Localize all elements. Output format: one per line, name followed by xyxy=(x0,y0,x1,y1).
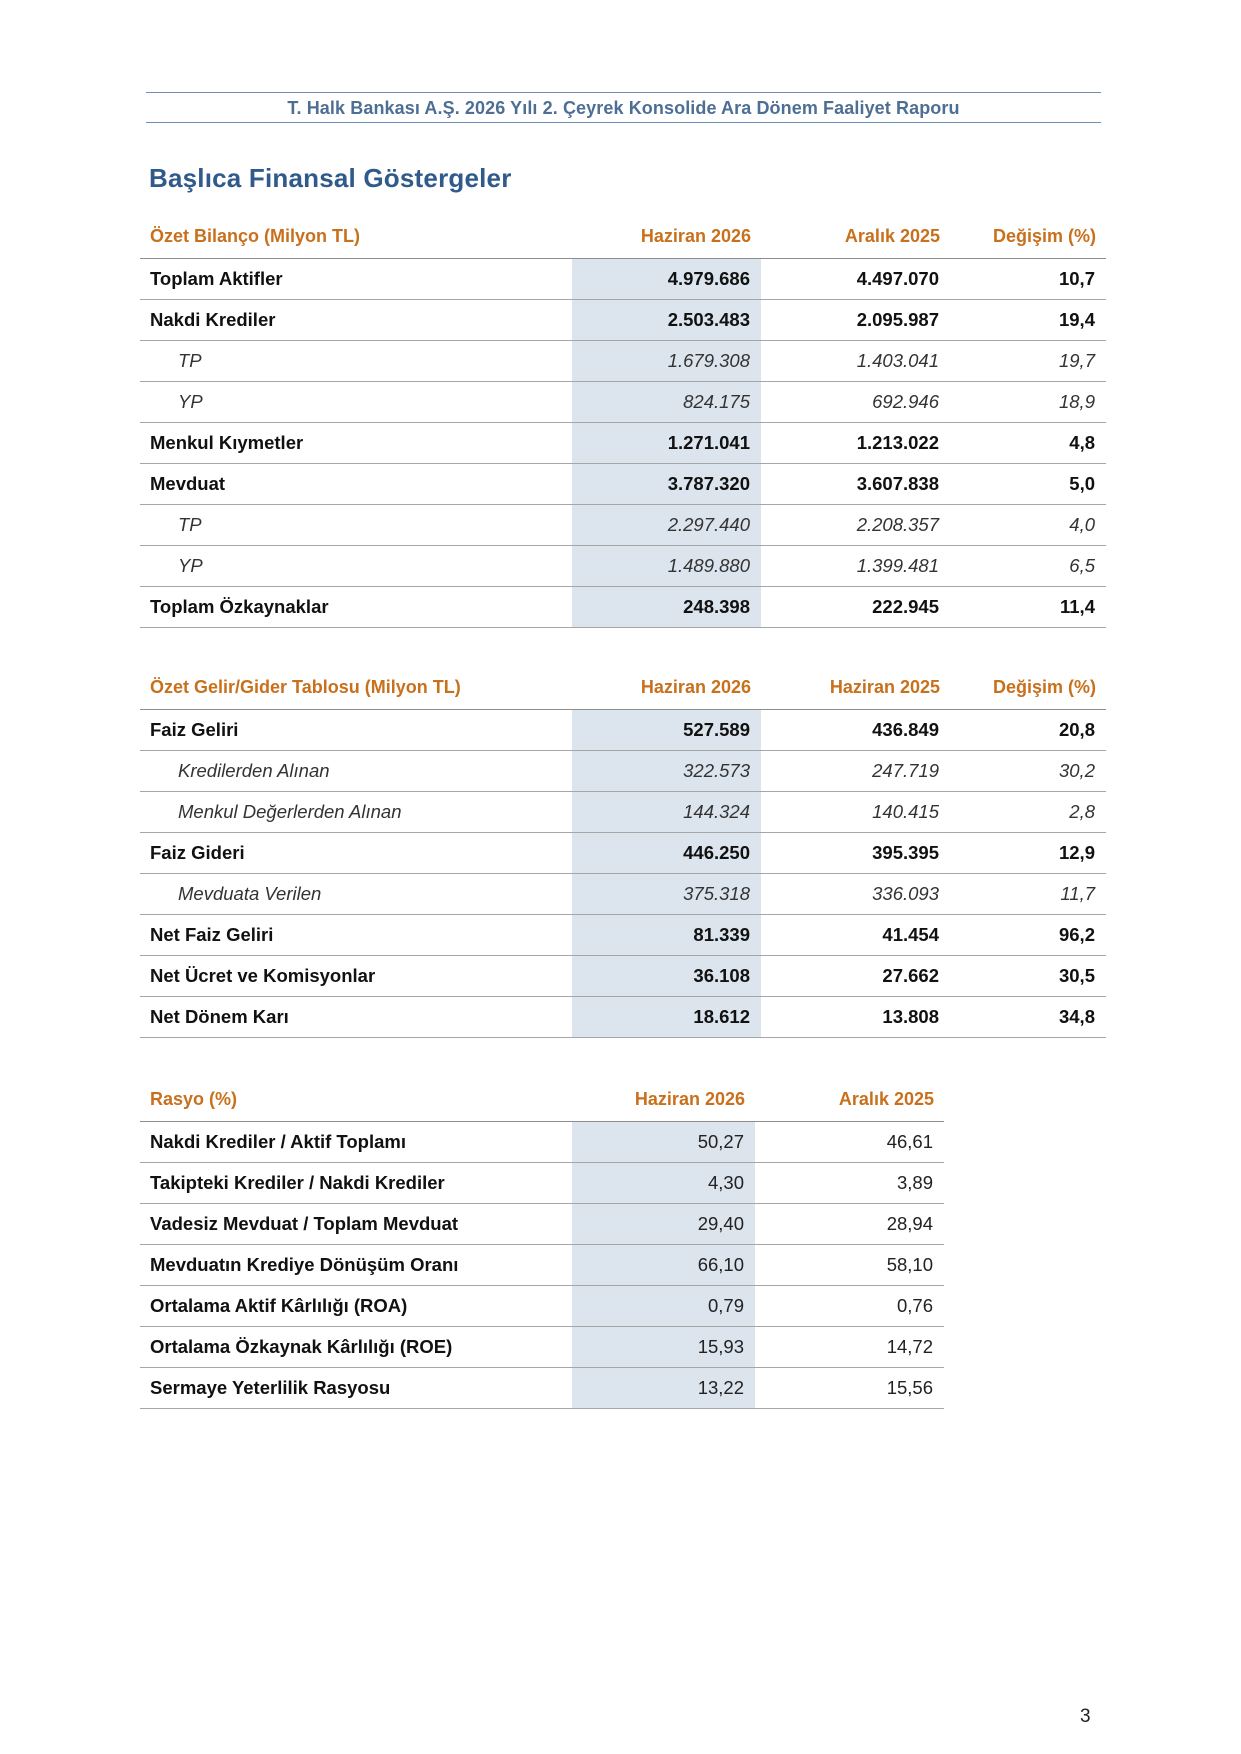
table-row xyxy=(140,832,1106,873)
row-label: Net Faiz Geliri xyxy=(140,914,572,955)
cell-value: 28,94 xyxy=(755,1203,944,1244)
page-number: 3 xyxy=(1080,1706,1091,1727)
cell-value: 692.946 xyxy=(761,381,950,422)
table-row xyxy=(140,1121,944,1162)
table-row xyxy=(140,463,1106,504)
cell-value: 1.399.481 xyxy=(761,545,950,586)
cell-value: 58,10 xyxy=(755,1244,944,1285)
column-header: Değişim (%) xyxy=(950,216,1106,258)
cell-value: 15,56 xyxy=(755,1367,944,1408)
cell-change: 34,8 xyxy=(950,996,1106,1037)
row-label: Sermaye Yeterlilik Rasyosu xyxy=(140,1367,572,1408)
row-label: YP xyxy=(140,381,572,422)
cell-value: 1.271.041 xyxy=(572,422,761,463)
cell-change: 30,2 xyxy=(950,750,1106,791)
row-label: Menkul Değerlerden Alınan xyxy=(140,791,572,832)
cell-value: 66,10 xyxy=(572,1244,755,1285)
cell-value: 3.787.320 xyxy=(572,463,761,504)
column-header: Özet Gelir/Gider Tablosu (Milyon TL) xyxy=(140,667,572,709)
cell-value: 1.403.041 xyxy=(761,340,950,381)
cell-value: 4,30 xyxy=(572,1162,755,1203)
cell-change: 5,0 xyxy=(950,463,1106,504)
cell-change: 11,4 xyxy=(950,586,1106,627)
column-header: Özet Bilanço (Milyon TL) xyxy=(140,216,572,258)
cell-change: 4,8 xyxy=(950,422,1106,463)
cell-change: 11,7 xyxy=(950,873,1106,914)
table-row xyxy=(140,381,1106,422)
row-label: Toplam Özkaynaklar xyxy=(140,586,572,627)
cell-value: 14,72 xyxy=(755,1326,944,1367)
row-label: Ortalama Özkaynak Kârlılığı (ROE) xyxy=(140,1326,572,1367)
cell-value: 1.489.880 xyxy=(572,545,761,586)
ratios-table xyxy=(140,1079,944,1409)
column-header: Aralık 2025 xyxy=(755,1079,944,1121)
cell-change: 2,8 xyxy=(950,791,1106,832)
table-row xyxy=(140,1367,944,1408)
table-row xyxy=(140,914,1106,955)
cell-value: 322.573 xyxy=(572,750,761,791)
row-label: Kredilerden Alınan xyxy=(140,750,572,791)
table-row xyxy=(140,1285,944,1326)
cell-value: 50,27 xyxy=(572,1121,755,1162)
row-label: Mevduata Verilen xyxy=(140,873,572,914)
cell-value: 13,22 xyxy=(572,1367,755,1408)
row-label: Nakdi Krediler / Aktif Toplamı xyxy=(140,1121,572,1162)
table-row xyxy=(140,955,1106,996)
cell-value: 27.662 xyxy=(761,955,950,996)
cell-value: 46,61 xyxy=(755,1121,944,1162)
cell-value: 336.093 xyxy=(761,873,950,914)
column-header: Haziran 2025 xyxy=(761,667,950,709)
row-label: Takipteki Krediler / Nakdi Krediler xyxy=(140,1162,572,1203)
cell-change: 10,7 xyxy=(950,258,1106,299)
table-header-row xyxy=(140,667,1106,709)
column-header: Haziran 2026 xyxy=(572,1079,755,1121)
row-label: Net Ücret ve Komisyonlar xyxy=(140,955,572,996)
cell-value: 395.395 xyxy=(761,832,950,873)
table-row xyxy=(140,750,1106,791)
cell-value: 436.849 xyxy=(761,709,950,750)
cell-value: 144.324 xyxy=(572,791,761,832)
cell-change: 19,7 xyxy=(950,340,1106,381)
table-header-row xyxy=(140,216,1106,258)
column-header: Rasyo (%) xyxy=(140,1079,572,1121)
table-row xyxy=(140,422,1106,463)
table-row xyxy=(140,873,1106,914)
column-header: Haziran 2026 xyxy=(572,667,761,709)
row-label: Nakdi Krediler xyxy=(140,299,572,340)
cell-value: 4.979.686 xyxy=(572,258,761,299)
row-label: TP xyxy=(140,340,572,381)
table-row xyxy=(140,1326,944,1367)
column-header: Haziran 2026 xyxy=(572,216,761,258)
table-row xyxy=(140,1162,944,1203)
cell-value: 0,76 xyxy=(755,1285,944,1326)
row-label: Vadesiz Mevduat / Toplam Mevduat xyxy=(140,1203,572,1244)
cell-value: 3,89 xyxy=(755,1162,944,1203)
row-label: Mevduat xyxy=(140,463,572,504)
cell-change: 20,8 xyxy=(950,709,1106,750)
row-label: TP xyxy=(140,504,572,545)
row-label: Ortalama Aktif Kârlılığı (ROA) xyxy=(140,1285,572,1326)
cell-value: 18.612 xyxy=(572,996,761,1037)
balance-sheet-table xyxy=(140,216,1106,628)
cell-value: 3.607.838 xyxy=(761,463,950,504)
report-header-title: T. Halk Bankası A.Ş. 2026 Yılı 2. Çeyrek Konsolide Ara Dönem Faaliyet Raporu xyxy=(287,98,960,118)
cell-value: 375.318 xyxy=(572,873,761,914)
table-row xyxy=(140,545,1106,586)
cell-value: 824.175 xyxy=(572,381,761,422)
cell-value: 1.213.022 xyxy=(761,422,950,463)
row-label: Net Dönem Karı xyxy=(140,996,572,1037)
cell-value: 81.339 xyxy=(572,914,761,955)
cell-change: 96,2 xyxy=(950,914,1106,955)
table-row xyxy=(140,1203,944,1244)
table-row xyxy=(140,996,1106,1037)
row-label: Faiz Geliri xyxy=(140,709,572,750)
page-title: Başlıca Finansal Göstergeler xyxy=(149,163,512,193)
row-label: Mevduatın Krediye Dönüşüm Oranı xyxy=(140,1244,572,1285)
cell-value: 15,93 xyxy=(572,1326,755,1367)
cell-value: 140.415 xyxy=(761,791,950,832)
table-header-row xyxy=(140,1079,944,1121)
cell-value: 1.679.308 xyxy=(572,340,761,381)
cell-value: 2.503.483 xyxy=(572,299,761,340)
row-label: Toplam Aktifler xyxy=(140,258,572,299)
table-row xyxy=(140,791,1106,832)
report-header xyxy=(146,92,1101,123)
cell-change: 4,0 xyxy=(950,504,1106,545)
row-label: YP xyxy=(140,545,572,586)
cell-value: 2.208.357 xyxy=(761,504,950,545)
cell-value: 527.589 xyxy=(572,709,761,750)
table-row xyxy=(140,504,1106,545)
table-row xyxy=(140,586,1106,627)
table-row xyxy=(140,1244,944,1285)
cell-value: 2.297.440 xyxy=(572,504,761,545)
table-row xyxy=(140,299,1106,340)
income-statement-table xyxy=(140,667,1106,1038)
cell-value: 446.250 xyxy=(572,832,761,873)
cell-value: 4.497.070 xyxy=(761,258,950,299)
cell-value: 222.945 xyxy=(761,586,950,627)
column-header: Değişim (%) xyxy=(950,667,1106,709)
cell-change: 30,5 xyxy=(950,955,1106,996)
cell-value: 29,40 xyxy=(572,1203,755,1244)
cell-change: 19,4 xyxy=(950,299,1106,340)
cell-change: 12,9 xyxy=(950,832,1106,873)
cell-value: 13.808 xyxy=(761,996,950,1037)
row-label: Menkul Kıymetler xyxy=(140,422,572,463)
cell-value: 248.398 xyxy=(572,586,761,627)
cell-value: 36.108 xyxy=(572,955,761,996)
row-label: Faiz Gideri xyxy=(140,832,572,873)
cell-value: 247.719 xyxy=(761,750,950,791)
table-row xyxy=(140,709,1106,750)
cell-value: 41.454 xyxy=(761,914,950,955)
cell-change: 18,9 xyxy=(950,381,1106,422)
column-header: Aralık 2025 xyxy=(761,216,950,258)
cell-change: 6,5 xyxy=(950,545,1106,586)
table-row xyxy=(140,258,1106,299)
table-row xyxy=(140,340,1106,381)
cell-value: 0,79 xyxy=(572,1285,755,1326)
cell-value: 2.095.987 xyxy=(761,299,950,340)
